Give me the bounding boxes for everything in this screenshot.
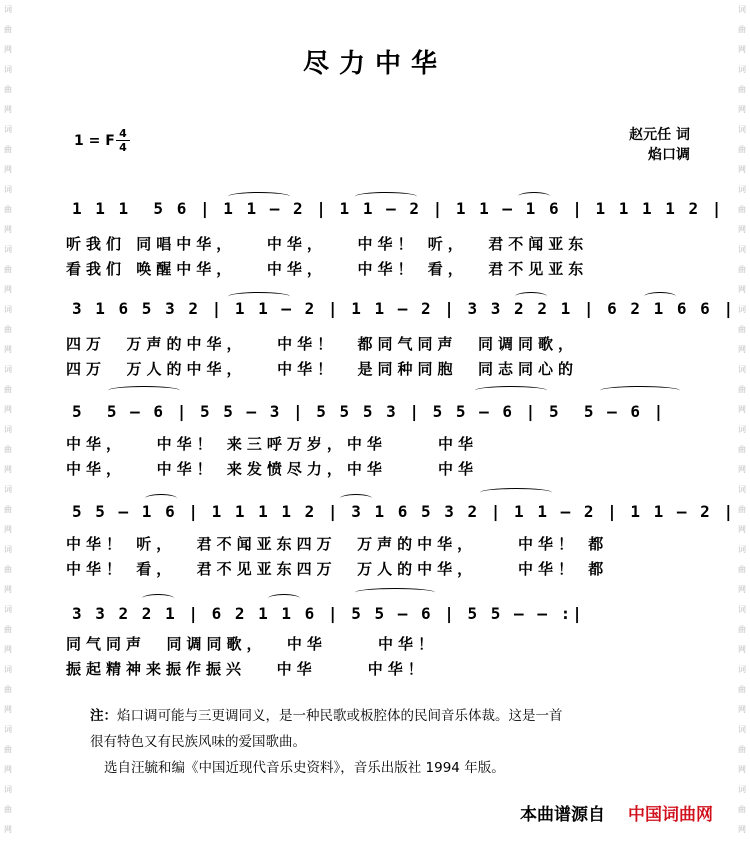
footer-source: 本曲谱源自 xyxy=(520,805,605,825)
lyric-line-2b: 四万 万人的中华， 中华！ 是同种同胞 同志同心的 xyxy=(66,360,579,378)
staff-line-3: 5 5 — 6 | 5 5 — 3 | 5 5 5 3 | 5 5 — 6 | 5 5 — 6 | xyxy=(72,402,666,421)
lyric-line-3a: 中华， 中华！ 来三呼万岁，中华 中华 xyxy=(66,435,479,453)
annotation-label: 注： xyxy=(90,708,117,724)
lyric-line-3b: 中华， 中华！ 来发愤尽力，中华 中华 xyxy=(66,460,479,478)
lyric-line-5b: 振起精神来振作振兴 中华 中华！ xyxy=(66,660,428,678)
lyricist: 赵元任 词 xyxy=(629,127,690,143)
slur xyxy=(355,192,417,201)
footer-site-link[interactable]: 中国词曲网 xyxy=(628,805,713,825)
credits xyxy=(590,125,690,165)
slur xyxy=(475,386,547,395)
slur xyxy=(145,494,177,503)
slur xyxy=(268,594,300,603)
slur xyxy=(518,192,550,201)
lyric-line-4b: 中华！ 看， 君不见亚东四万 万人的中华， 中华！ 都 xyxy=(66,560,609,578)
slur xyxy=(340,494,372,503)
lyric-line-4a: 中华！ 听， 君不闻亚东四万 万声的中华， 中华！ 都 xyxy=(66,535,609,553)
lyric-line-2a: 四万 万声的中华， 中华！ 都同气同声 同调同歌， xyxy=(66,335,579,353)
slur xyxy=(228,192,290,201)
slur xyxy=(108,386,180,395)
staff-line-2: 3 1 6 5 3 2 | 1 1 — 2 | 1 1 — 2 | 3 3 2 2 1 | 6 2 1 6 6 | xyxy=(72,299,736,318)
annotation-line-1: 焰口调可能与三更调同义，是一种民歌或板腔体的民间音乐体裁。这是一首 xyxy=(117,708,563,724)
annotation-line-2: 很有特色又有民族风味的爱国歌曲。 xyxy=(90,734,306,750)
staff-line-5: 3 3 2 2 1 | 6 2 1 1 6 | 5 5 — 6 | 5 5 — — :| xyxy=(72,604,584,623)
slur xyxy=(142,594,174,603)
slur xyxy=(600,386,680,395)
annotation xyxy=(90,703,720,781)
slur xyxy=(515,292,547,301)
lyric-line-1a: 听我们 同唱中华， 中华， 中华！ 听， 君不闻亚东 xyxy=(66,235,589,253)
slur xyxy=(228,292,290,301)
staff-line-1: 1 1 1 5 6 | 1 1 — 2 | 1 1 — 2 | 1 1 — 1 6 | 1 1 1 1 2 | xyxy=(72,199,724,218)
tune-name: 焰口调 xyxy=(648,147,690,163)
lyric-line-5a: 同气同声 同调同歌， 中华 中华！ xyxy=(66,635,439,653)
watermark-left: 词 曲 网 词 曲 网 词 曲 网 词 曲 网 词 曲 网 词 曲 网 词 曲 网 词 曲 网 词 曲 网 词 曲 网 词 曲 网 词 曲 网 词 曲 网 词 曲 网 xyxy=(4,5,12,834)
slur xyxy=(480,488,552,497)
slur xyxy=(355,588,435,597)
key-signature: 1 = F xyxy=(74,133,115,149)
lyric-line-1b: 看我们 唤醒中华， 中华， 中华！ 看， 君不见亚东 xyxy=(66,260,589,278)
song-title: 尽力中华 xyxy=(302,49,447,79)
annotation-line-3: 选自汪毓和编《中国近现代音乐史资料》，音乐出版社 1994 年版。 xyxy=(104,760,505,776)
staff-line-4: 5 5 — 1 6 | 1 1 1 1 2 | 3 1 6 5 3 2 | 1 1 — 2 | 1 1 — 2 | xyxy=(72,502,736,521)
slur xyxy=(644,292,676,301)
watermark-right: 词 曲 网 词 曲 网 词 曲 网 词 曲 网 词 曲 网 词 曲 网 词 曲 网 词 曲 网 词 曲 网 词 曲 网 词 曲 网 词 曲 网 词 曲 网 词 曲 网 xyxy=(738,5,746,834)
time-signature: 4 4 xyxy=(116,127,130,154)
